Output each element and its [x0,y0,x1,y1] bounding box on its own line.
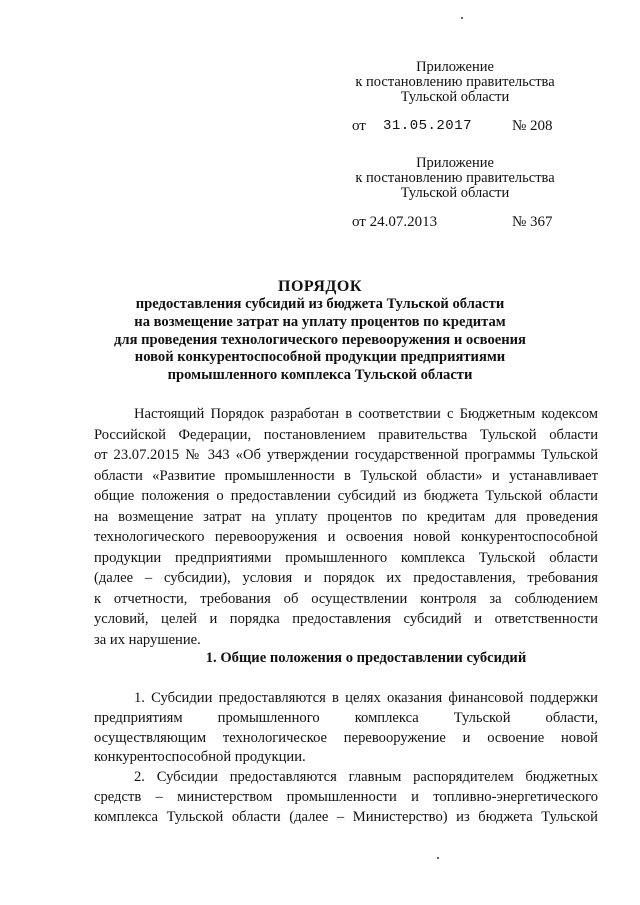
paragraph-line: условий, целей и порядка предоставления субсидий и ответственности [94,611,598,627]
approval-resolution: к постановлению правительства [355,74,555,90]
document-title [110,278,530,385]
paragraph-line: Российской Федерации, постановлением правительства Тульской области [94,426,598,443]
section-item-1 [94,689,598,768]
section-item-2 [94,767,598,827]
paragraph-line: 1. Субсидии предоставляются в целях оказания финансовой поддержки [134,690,598,706]
intro-paragraph [94,404,598,650]
section-heading: 1. Общие положения о предоставлении субсидий [205,650,527,666]
paragraph-line: от 23.07.2015 № 343 «Об утверждении государственной программы Тульской [94,447,598,463]
paragraph-line: комплекса Тульской области (далее – Министерство) из бюджета Тульской [94,809,598,825]
approval-date: от 24.07.2013 [352,214,438,230]
paragraph-line: Настоящий Порядок разработан в соответствии с Бюджетным кодексом [134,406,598,422]
approval-block-current [330,60,580,105]
title-main: ПОРЯДОК [278,278,362,295]
scan-speck [437,857,439,859]
approval-region: Тульской области [400,89,510,105]
title-line: промышленного комплекса Тульской области [167,367,473,384]
title-line: для проведения технологического перевооружения и освоения [114,331,526,348]
title-line: новой конкурентоспособной продукции предприятиями [134,349,506,366]
paragraph-line: за их нарушение. [94,631,201,648]
paragraph-line: продукции предприятиями промышленного комплекса Тульской области [94,549,598,566]
paragraph-line: (далее – субсидии), условия и порядок их предоставления, требования [94,570,598,586]
approval-resolution: к постановлению правительства [355,170,555,186]
paragraph-line: на возмещение затрат на уплату процентов по кредитам для проведения [94,508,598,525]
approval-label: Приложение [416,155,494,171]
approval-date-prefix: от [352,118,366,134]
paragraph-line: общие положения о предоставлении субсидий из бюджета Тульской области [94,488,598,504]
title-line: предоставления субсидий из бюджета Тульской области [135,296,505,312]
approval-label: Приложение [416,59,494,75]
paragraph-line: области «Развитие промышленности в Тульской области» и устанавливает [94,467,598,484]
approval-region: Тульской области [400,185,510,201]
approval-number: № 208 [512,118,553,134]
approval-block-original [330,156,580,201]
approval-date: 31.05.2017 [383,118,473,134]
approval-number: № 367 [512,214,553,230]
paragraph-line: осуществляющим технологическое перевооружение и освоение новой [94,729,598,746]
paragraph-line: технологического перевооружения и освоения новой конкурентоспособной [94,529,598,545]
paragraph-line: предприятиям промышленного комплекса Тульской области, [94,709,598,726]
scan-speck [461,17,463,19]
paragraph-line: конкурентоспособной продукции. [94,749,306,766]
paragraph-line: средств – министерством промышленности и топливно-энергетического [94,789,598,805]
paragraph-line: к отчетности, требования об осуществлении контроля за соблюдением [94,590,598,607]
paragraph-line: 2. Субсидии предоставляются главным распорядителем бюджетных [134,769,598,785]
title-line: на возмещение затрат на уплату процентов по кредитам [134,313,506,330]
